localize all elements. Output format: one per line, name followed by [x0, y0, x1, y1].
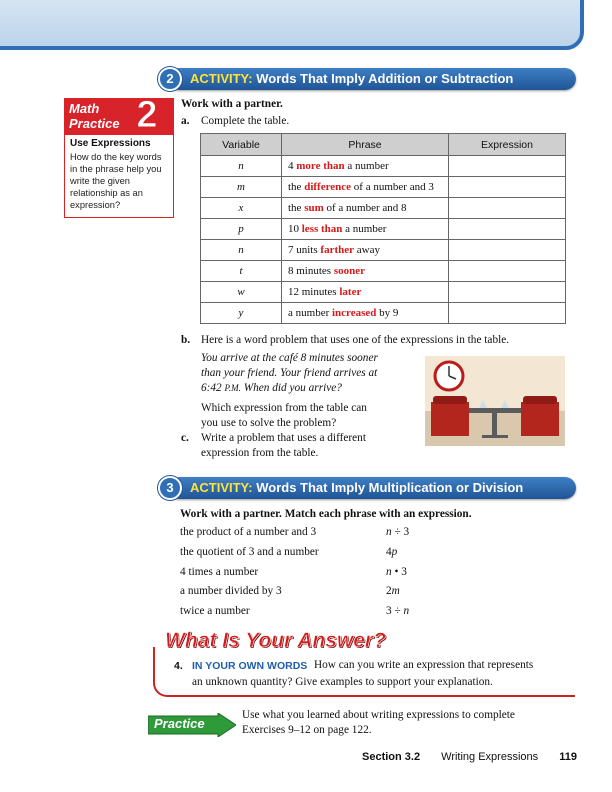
- phrase-cell: [282, 261, 449, 282]
- expression-cell[interactable]: [449, 261, 566, 282]
- match-phrase: 4 times a number: [180, 566, 259, 578]
- expr-part: n: [403, 605, 410, 617]
- activity-2-number: 2: [158, 67, 182, 91]
- table-body: [201, 156, 566, 324]
- expr-part: 4: [386, 546, 392, 558]
- activity-3-number: 3: [158, 476, 182, 500]
- expression-cell[interactable]: [449, 156, 566, 177]
- expression-cell[interactable]: [449, 219, 566, 240]
- phrase-keyword: less than: [301, 223, 343, 235]
- header-expression: Expression: [449, 134, 566, 156]
- word-problem-line-1: You arrive at the café 8 minutes sooner: [201, 352, 378, 364]
- part-b-label: b.: [181, 334, 191, 346]
- phrase-text: 8 minutes: [288, 265, 334, 277]
- math-practice-label-line2: Practice: [69, 116, 120, 131]
- variable-cell: t: [201, 261, 282, 282]
- expression-cell[interactable]: [449, 240, 566, 261]
- part-b-question-line-1: Which expression from the table can: [201, 402, 367, 414]
- phrase-keyword: sum: [304, 202, 324, 214]
- activity-2-title-text: Words That Imply Addition or Subtraction: [256, 71, 514, 86]
- top-banner: [0, 0, 584, 50]
- expression-cell[interactable]: [449, 198, 566, 219]
- expr-operator: ÷: [391, 526, 404, 538]
- table-row: [201, 156, 566, 177]
- expr-part: p: [391, 546, 398, 558]
- math-practice-subtitle: Use Expressions: [70, 138, 151, 149]
- practice-line-1: Use what you learned about writing expressions to complete: [242, 709, 515, 721]
- phrase-cell: [282, 177, 449, 198]
- expression-cell[interactable]: [449, 177, 566, 198]
- math-practice-number: 2: [136, 94, 158, 136]
- question-4-keyword: IN YOUR OWN WORDS: [192, 660, 308, 672]
- phrase-text: 4: [288, 160, 297, 172]
- table-row: [201, 177, 566, 198]
- variable-cell: w: [201, 282, 282, 303]
- activity-3-instructions: Work with a partner. Match each phrase with an expression.: [180, 508, 472, 520]
- match-phrase: the quotient of 3 and a number: [180, 546, 319, 558]
- activity-2-title: [190, 71, 513, 86]
- phrase-keyword: more than: [296, 160, 345, 172]
- phrase-cell: [282, 219, 449, 240]
- word-problem-question: When did you arrive?: [240, 382, 342, 394]
- activity-3-keyword: ACTIVITY:: [190, 480, 253, 495]
- expression-table: [200, 133, 566, 324]
- phrase-keyword: later: [339, 286, 362, 298]
- header-phrase: Phrase: [282, 134, 449, 156]
- part-b-question-line-2: you use to solve the problem?: [201, 417, 337, 429]
- match-expression: [386, 605, 409, 617]
- phrase-cell: [282, 240, 449, 261]
- phrase-cell: [282, 198, 449, 219]
- table-row: [201, 198, 566, 219]
- expr-part: n: [386, 566, 392, 578]
- time-value: 6:42: [201, 382, 225, 394]
- expr-part: n: [386, 526, 392, 538]
- table-header-row: [201, 134, 566, 156]
- phrase-text: a number: [344, 160, 389, 172]
- variable-cell: n: [201, 156, 282, 177]
- expression-cell[interactable]: [449, 282, 566, 303]
- expr-operator: •: [391, 566, 402, 578]
- phrase-text: 7 units: [288, 244, 321, 256]
- part-c-label: c.: [181, 432, 189, 444]
- phrase-text: away: [354, 244, 380, 256]
- phrase-keyword: difference: [304, 181, 352, 193]
- match-expression: [386, 526, 409, 538]
- phrase-cell: [282, 303, 449, 324]
- expr-part: m: [391, 585, 400, 597]
- phrase-keyword: sooner: [333, 265, 366, 277]
- expr-part: 2: [386, 585, 392, 597]
- match-phrase: the product of a number and 3: [180, 526, 317, 538]
- phrase-text: 12 minutes: [288, 286, 340, 298]
- page-footer: [362, 751, 577, 763]
- part-b-text: Here is a word problem that uses one of the expressions in the table.: [201, 334, 510, 346]
- table-row: [201, 240, 566, 261]
- header-variable: Variable: [201, 134, 282, 156]
- match-phrase: a number divided by 3: [180, 585, 282, 597]
- phrase-cell: [282, 156, 449, 177]
- cafe-illustration: [425, 356, 565, 446]
- variable-cell: m: [201, 177, 282, 198]
- practice-label: Practice: [154, 716, 205, 731]
- expr-part: 3: [401, 566, 407, 578]
- clock-icon: [435, 362, 463, 390]
- phrase-text: a number: [342, 223, 387, 235]
- expression-cell[interactable]: [449, 303, 566, 324]
- activity-3-title: [190, 480, 523, 495]
- match-expression: [386, 585, 400, 597]
- expr-part: 3: [403, 526, 410, 538]
- expr-part: 3: [386, 605, 392, 617]
- part-c-line-2: expression from the table.: [201, 447, 319, 459]
- variable-cell: y: [201, 303, 282, 324]
- math-practice-header: [65, 94, 173, 136]
- phrase-text: a number: [288, 307, 332, 319]
- variable-cell: x: [201, 198, 282, 219]
- phrase-text: 10: [288, 223, 302, 235]
- phrase-text: the: [288, 202, 305, 214]
- word-problem-line-2: than your friend. Your friend arrives at: [201, 367, 378, 379]
- match-expression: [386, 566, 407, 578]
- phrase-text: of a number and 3: [351, 181, 434, 193]
- table-row: [201, 303, 566, 324]
- footer-section: Section 3.2: [362, 751, 421, 763]
- question-4-line-2: an unknown quantity? Give examples to support your explanation.: [192, 676, 493, 688]
- page-number: 119: [559, 751, 577, 763]
- activity-3-title-text: Words That Imply Multiplication or Division: [256, 480, 524, 495]
- footer-title: Writing Expressions: [441, 751, 539, 763]
- phrase-text: the: [288, 181, 305, 193]
- table-row: [201, 282, 566, 303]
- part-a-label: a.: [181, 115, 190, 127]
- match-phrase: twice a number: [180, 605, 250, 617]
- expr-operator: ÷: [391, 605, 404, 617]
- phrase-keyword: increased: [331, 307, 377, 319]
- question-4-line-1: How can you write an expression that represents: [314, 659, 534, 671]
- activity-2-keyword: ACTIVITY:: [190, 71, 253, 86]
- match-expression: [386, 546, 397, 558]
- phrase-text: by 9: [376, 307, 399, 319]
- math-practice-label: [69, 101, 120, 131]
- phrase-keyword: farther: [320, 244, 354, 256]
- part-c-line-1: Write a problem that uses a different: [201, 432, 366, 444]
- what-is-your-answer-title: What Is Your Answer?: [165, 629, 386, 652]
- word-problem-line-3: [201, 382, 342, 394]
- time-pm: P.M.: [224, 383, 241, 393]
- part-a-text: Complete the table.: [201, 115, 290, 127]
- math-practice-label-line1: Math: [69, 101, 100, 116]
- table-row: [201, 219, 566, 240]
- what-is-your-answer-frame: [153, 647, 575, 697]
- question-4-number: 4.: [174, 660, 183, 672]
- math-practice-body: How do the key words in the phrase help you write the given relationship as an expression?: [70, 152, 162, 210]
- table-row: [201, 261, 566, 282]
- math-practice-box: [64, 94, 174, 218]
- phrase-cell: [282, 282, 449, 303]
- work-with-partner-2: Work with a partner.: [181, 98, 283, 110]
- variable-cell: n: [201, 240, 282, 261]
- variable-cell: p: [201, 219, 282, 240]
- practice-line-2: Exercises 9–12 on page 122.: [242, 724, 372, 736]
- phrase-text: of a number and 8: [323, 202, 407, 214]
